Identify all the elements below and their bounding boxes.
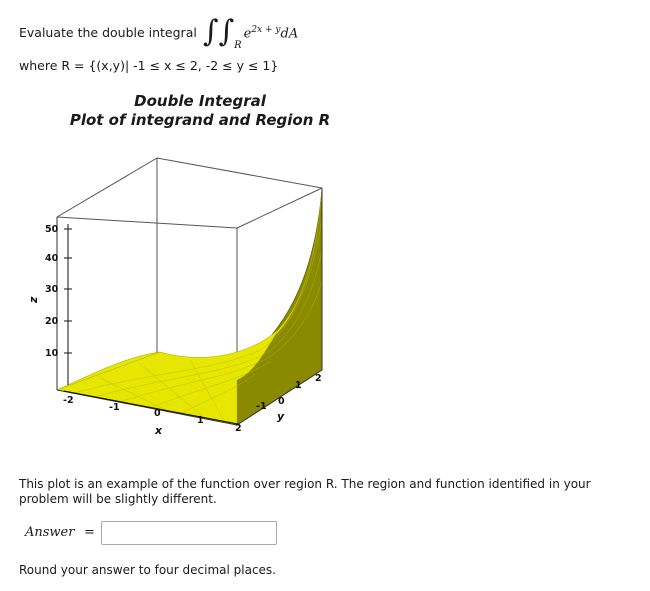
z-tick-label: 30 bbox=[45, 284, 59, 295]
integrand-exponent: 2x + y bbox=[251, 24, 281, 35]
integral-region-subscript: R bbox=[234, 40, 242, 51]
z-axis bbox=[27, 224, 72, 385]
x-tick-label: -1 bbox=[109, 402, 120, 413]
plot-title: Double Integral bbox=[134, 92, 266, 110]
integral-sign-icon: ∫ bbox=[218, 14, 235, 49]
z-axis-label: z bbox=[27, 296, 40, 303]
y-tick-label: -1 bbox=[256, 401, 267, 412]
x-tick-label: 1 bbox=[197, 415, 204, 426]
y-tick-label: 0 bbox=[278, 396, 285, 407]
z-tick-label: 40 bbox=[45, 253, 59, 264]
box-edge bbox=[57, 158, 157, 217]
y-tick-label: 1 bbox=[295, 380, 302, 391]
surface-plot bbox=[20, 150, 350, 450]
integrand bbox=[244, 25, 299, 41]
question-intro: Evaluate the double integral bbox=[19, 24, 197, 40]
answer-input[interactable] bbox=[101, 521, 277, 545]
y-tick-label: 2 bbox=[315, 373, 322, 384]
rounding-instructions: Round your answer to four decimal places. bbox=[19, 563, 276, 577]
integral-sign-icon: ∫ bbox=[202, 14, 219, 49]
plot-disclaimer: This plot is an example of the function over region R. The region and function identified in your problem will be slightly different. bbox=[19, 477, 591, 506]
plot-subtitle: Plot of integrand and Region R bbox=[69, 111, 331, 129]
answer-label: Answer bbox=[25, 525, 75, 540]
box-edge bbox=[57, 217, 237, 228]
y-axis-label: y bbox=[277, 410, 285, 423]
answer-equals-sign: = bbox=[84, 525, 95, 540]
surface-side-shading bbox=[237, 188, 322, 425]
question-line bbox=[19, 14, 298, 50]
box-edge bbox=[157, 158, 322, 188]
region-definition: where R = {(x,y)| -1 ≤ x ≤ 2, -2 ≤ y ≤ 1} bbox=[19, 58, 279, 73]
x-tick-label: 0 bbox=[154, 408, 161, 419]
integrand-differential: dA bbox=[280, 26, 299, 41]
box-edge bbox=[237, 188, 322, 228]
z-tick-label: 20 bbox=[45, 316, 59, 327]
z-tick-label: 10 bbox=[45, 348, 59, 359]
x-tick-label: 2 bbox=[235, 423, 242, 434]
integrand-base: e bbox=[243, 26, 252, 41]
x-tick-label: -2 bbox=[63, 395, 74, 406]
x-axis-label: x bbox=[155, 424, 163, 437]
z-tick-label: 50 bbox=[45, 224, 59, 235]
double-integral-expression bbox=[202, 14, 299, 51]
